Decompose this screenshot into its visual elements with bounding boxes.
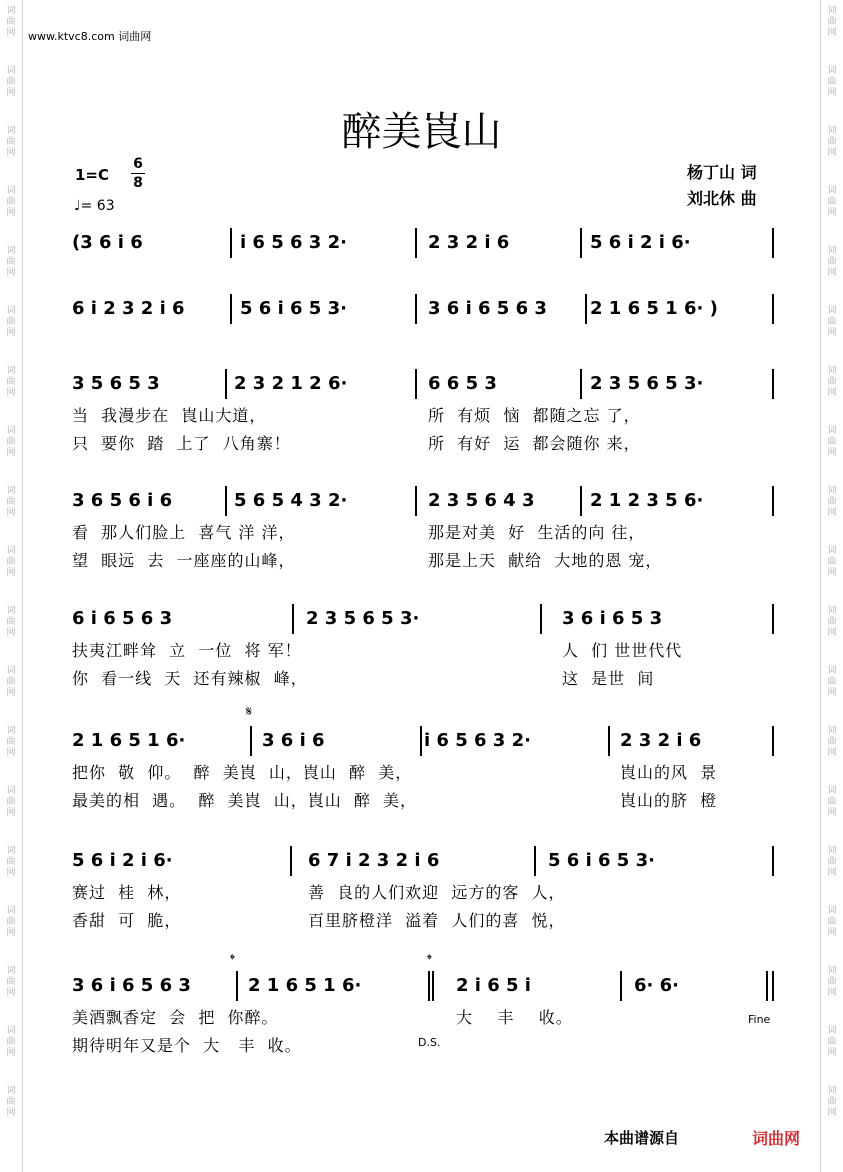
watermark-text: 词 曲 网 <box>827 186 837 218</box>
lyric-line: 期待明年又是个 大 丰 收。 <box>72 1036 302 1055</box>
lyric-line: 当 我漫步在 崀山大道， <box>72 406 267 425</box>
watermark-text: 词 曲 网 <box>827 66 837 98</box>
watermark-text: 词 曲 网 <box>827 426 837 458</box>
watermark-text: 词 曲 网 <box>827 6 837 38</box>
watermark-text: 词 曲 网 <box>6 306 16 338</box>
lyric-line: 善 良的人们欢迎 远方的客 人， <box>308 883 566 902</box>
watermark-text: 词 曲 网 <box>6 726 16 758</box>
watermark-text: 词 曲 网 <box>6 126 16 158</box>
lyricist: 杨丁山 词 <box>687 163 757 182</box>
measure-notes: i 6 5 6 3 2· <box>424 730 531 751</box>
bar-line <box>772 604 774 634</box>
measure-notes: 2 3 2 i 6 <box>620 730 702 751</box>
measure-notes: 2 3 5 6 5 3· <box>306 608 420 629</box>
measure-notes: 2 1 2 3 5 6· <box>590 490 704 511</box>
watermark-text: 词 曲 网 <box>6 906 16 938</box>
lyric-line: 赛过 桂 林， <box>72 883 182 902</box>
bar-line <box>415 369 417 399</box>
watermark-text: 词 曲 网 <box>6 6 16 38</box>
measure-notes: 2 3 5 6 4 3 <box>428 490 535 511</box>
watermark-text: 词 曲 网 <box>6 846 16 878</box>
lyric-line: 那是上天 献给 大地的恩 宠， <box>428 551 663 570</box>
tempo-marking <box>74 198 115 214</box>
watermark-text: 词 曲 网 <box>6 1026 16 1058</box>
watermark-text: 词 曲 网 <box>6 786 16 818</box>
lyric-line: 大 丰 收。 <box>456 1008 573 1027</box>
bar-line <box>580 486 582 516</box>
bar-line <box>225 369 227 399</box>
bar-line <box>540 604 542 634</box>
measure-notes: 3 5 6 5 3 <box>72 373 160 394</box>
bar-line <box>250 726 252 756</box>
watermark-text: 词 曲 网 <box>827 846 837 878</box>
watermark-text: 词 曲 网 <box>6 966 16 998</box>
time-bottom: 8 <box>133 175 143 191</box>
bar-line <box>772 228 774 258</box>
bar-line <box>580 228 582 258</box>
lyric-line: 香甜 可 脆， <box>72 911 182 930</box>
lyric-line: 崀山的风 景 <box>620 763 718 782</box>
bar-line <box>292 604 294 634</box>
watermark-text: 词 曲 网 <box>827 366 837 398</box>
lyric-line: 美酒飘香定 会 把 你醉。 <box>72 1008 279 1027</box>
watermark-text: 词 曲 网 <box>827 246 837 278</box>
measure-notes: 2 i 6 5 i <box>456 975 531 996</box>
watermark-text: 词 曲 网 <box>6 546 16 578</box>
bar-line <box>290 846 292 876</box>
watermark-text: 词 曲 网 <box>6 426 16 458</box>
measure-notes: 2 3 2 1 2 6· <box>234 373 348 394</box>
measure-notes: (3 6 i 6 <box>72 232 143 253</box>
bar-line <box>415 294 417 324</box>
fine-mark: Fine <box>748 1013 771 1026</box>
quarter-note-icon: ♩ <box>74 198 81 214</box>
bar-line <box>415 228 417 258</box>
source-label: 本曲谱源自 <box>604 1129 680 1147</box>
bar-line <box>772 294 774 324</box>
site-url[interactable]: www.ktvc8.com 词曲网 <box>28 30 152 43</box>
bar-line <box>620 971 622 1001</box>
watermark-text: 词 曲 网 <box>827 606 837 638</box>
measure-notes: 6 6 5 3 <box>428 373 497 394</box>
bar-line <box>772 971 774 1001</box>
lyric-line: 看 那人们脸上 喜气 洋 洋， <box>72 523 296 542</box>
bar-line <box>772 486 774 516</box>
bar-line <box>772 846 774 876</box>
composer: 刘北休 曲 <box>687 189 757 208</box>
measure-notes: 6 i 6 5 6 3 <box>72 608 173 629</box>
measure-notes: 3 6 i 6 5 3 <box>562 608 663 629</box>
song-title: 醉美崀山 <box>341 109 502 155</box>
bar-line <box>230 294 232 324</box>
watermark-text: 词 曲 网 <box>827 1026 837 1058</box>
lyric-line: 所 有好 运 都会随你 来， <box>428 434 641 453</box>
watermark-text: 词 曲 网 <box>6 186 16 218</box>
measure-notes: 5 6 5 4 3 2· <box>234 490 348 511</box>
measure-notes: 3 6 i 6 <box>262 730 325 751</box>
lyric-line: 百里脐橙洋 溢着 人们的喜 悦， <box>308 911 566 930</box>
measure-notes: i 6 5 6 3 2· <box>240 232 347 253</box>
watermark-text: 词 曲 网 <box>827 306 837 338</box>
watermark-text: 词 曲 网 <box>827 486 837 518</box>
measure-notes: 6 7 i 2 3 2 i 6 <box>308 850 440 871</box>
watermark-text: 词 曲 网 <box>6 666 16 698</box>
measure-notes: 2 3 2 i 6 <box>428 232 510 253</box>
watermark-text: 词 曲 网 <box>827 786 837 818</box>
lyric-line: 人 们 世世代代 <box>562 641 683 660</box>
ds-mark: D.S. <box>418 1036 441 1049</box>
coda-icon-2: 𝄌 <box>427 952 432 968</box>
measure-notes: 2 1 6 5 1 6· <box>72 730 186 751</box>
bar-line <box>585 294 587 324</box>
lyric-line: 那是对美 好 生活的向 往， <box>428 523 646 542</box>
bar-line <box>420 726 422 756</box>
bar-line <box>772 726 774 756</box>
bar-line <box>772 369 774 399</box>
watermark-text: 词 曲 网 <box>827 966 837 998</box>
watermark-text: 词 曲 网 <box>6 66 16 98</box>
time-signature <box>131 156 145 191</box>
watermark-text: 词 曲 网 <box>827 906 837 938</box>
lyric-line: 望 眼远 去 一座座的山峰， <box>72 551 296 570</box>
measure-notes: 2 3 5 6 5 3· <box>590 373 704 394</box>
key-signature: 1=C <box>75 166 110 184</box>
watermark-text: 词 曲 网 <box>6 606 16 638</box>
lyric-line: 这 是世 间 <box>562 669 655 688</box>
bar-line <box>766 971 768 1001</box>
watermark-text: 词 曲 网 <box>6 366 16 398</box>
bar-line <box>236 971 238 1001</box>
watermark-text: 词 曲 网 <box>827 126 837 158</box>
watermark-text: 词 曲 网 <box>827 1086 837 1118</box>
time-top: 6 <box>133 156 143 172</box>
bar-line <box>608 726 610 756</box>
measure-notes: 3 6 i 6 5 6 3 <box>72 975 191 996</box>
lyric-line: 你 看一线 天 还有辣椒 峰， <box>72 669 308 688</box>
measure-notes: 5 6 i 2 i 6· <box>590 232 691 253</box>
lyric-line: 崀山的脐 橙 <box>620 791 718 810</box>
watermark-text: 词 曲 网 <box>827 666 837 698</box>
measure-notes: 5 6 i 6 5 3· <box>548 850 655 871</box>
lyric-line: 最美的相 遇。 醉 美崀 山，崀山 醉 美， <box>72 791 418 810</box>
lyric-line: 扶夷江畔耸 立 一位 将 军！ <box>72 641 302 660</box>
measure-notes: 5 6 i 6 5 3· <box>240 298 347 319</box>
brand-logo[interactable]: 词曲网 <box>752 1129 801 1148</box>
coda-icon: 𝄌 <box>230 952 235 968</box>
lyric-line: 所 有烦 恼 都随之忘 了， <box>428 406 641 425</box>
lyric-line: 把你 敬 仰。 醉 美崀 山，崀山 醉 美， <box>72 763 413 782</box>
measure-notes: 6 i 2 3 2 i 6 <box>72 298 185 319</box>
measure-notes: 2 1 6 5 1 6· <box>248 975 362 996</box>
measure-notes: 3 6 5 6 i 6 <box>72 490 173 511</box>
segno-icon: 𝄋 <box>246 704 253 720</box>
measure-notes: 2 1 6 5 1 6· ) <box>590 298 718 319</box>
tempo-value: = 63 <box>80 198 115 214</box>
measure-notes: 6· 6· <box>634 975 679 996</box>
measure-notes: 3 6 i 6 5 6 3 <box>428 298 547 319</box>
watermark-text: 词 曲 网 <box>827 546 837 578</box>
bar-line <box>534 846 536 876</box>
bar-line <box>225 486 227 516</box>
bar-line <box>580 369 582 399</box>
watermark-text: 词 曲 网 <box>827 726 837 758</box>
watermark-text: 词 曲 网 <box>6 486 16 518</box>
bar-line <box>432 971 434 1001</box>
measure-notes: 5 6 i 2 i 6· <box>72 850 173 871</box>
watermark-text: 词 曲 网 <box>6 1086 16 1118</box>
bar-line <box>230 228 232 258</box>
bar-line <box>415 486 417 516</box>
bar-line <box>428 971 430 1001</box>
lyric-line: 只 要你 踏 上了 八角寨！ <box>72 434 291 453</box>
watermark-text: 词 曲 网 <box>6 246 16 278</box>
